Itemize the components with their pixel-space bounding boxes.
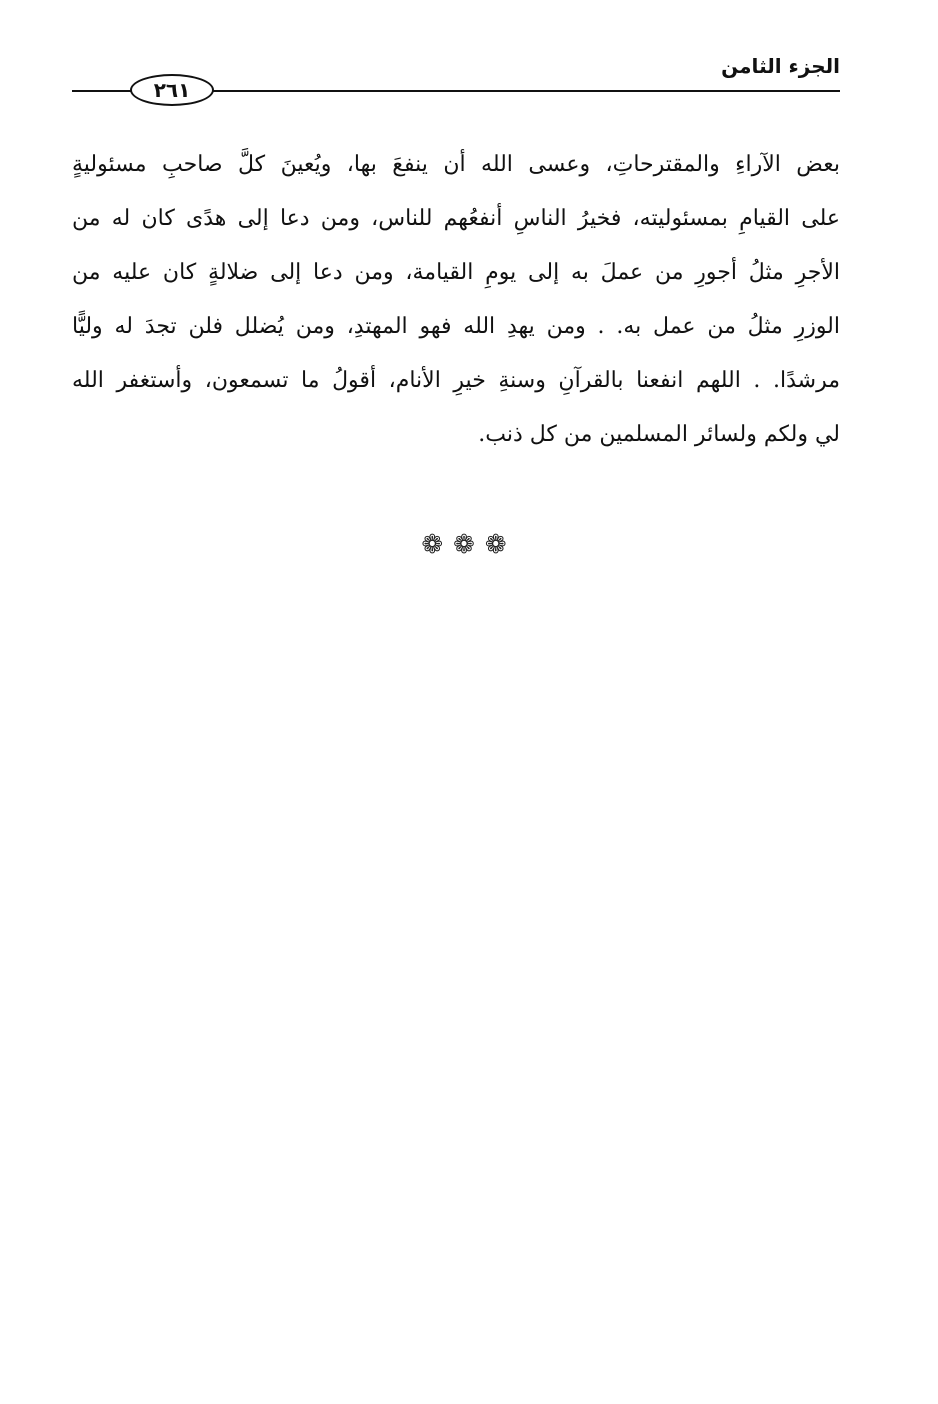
text-line: الأجرِ مثلُ أجورِ من عملَ به إلى يومِ القيامة، ومن دعا إلى ضلالةٍ كان عليه من: [72, 260, 840, 285]
page-number: ٢٦١: [130, 74, 214, 106]
text-line: لي ولكم ولسائر المسلمين من كل ذنب.: [478, 422, 840, 447]
text-line: بعض الآراءِ والمقترحاتِ، وعسى الله أن ينفعَ بها، ويُعينَ كلَّ صاحبِ مسئوليةٍ: [72, 152, 840, 177]
running-head: الجزء الثامن: [721, 54, 840, 78]
text-line: الوزرِ مثلُ من عمل به. . ومن يهدِ الله فهو المهتدِ، ومن يُضلل فلن تجدَ له وليًّا: [72, 314, 840, 339]
text-line: على القيامِ بمسئوليته، فخيرُ الناسِ أنفعُهم للناس، ومن دعا إلى هدًى كان له من: [72, 206, 840, 231]
ornament-divider: ❁❁❁: [421, 530, 517, 560]
body-text: [72, 138, 840, 462]
page-header: [72, 52, 840, 104]
text-line: مرشدًا. . اللهم انفعنا بالقرآنِ وسنةِ خيرِ الأنام، أقولُ ما تسمعون، وأستغفر الله: [72, 368, 840, 393]
